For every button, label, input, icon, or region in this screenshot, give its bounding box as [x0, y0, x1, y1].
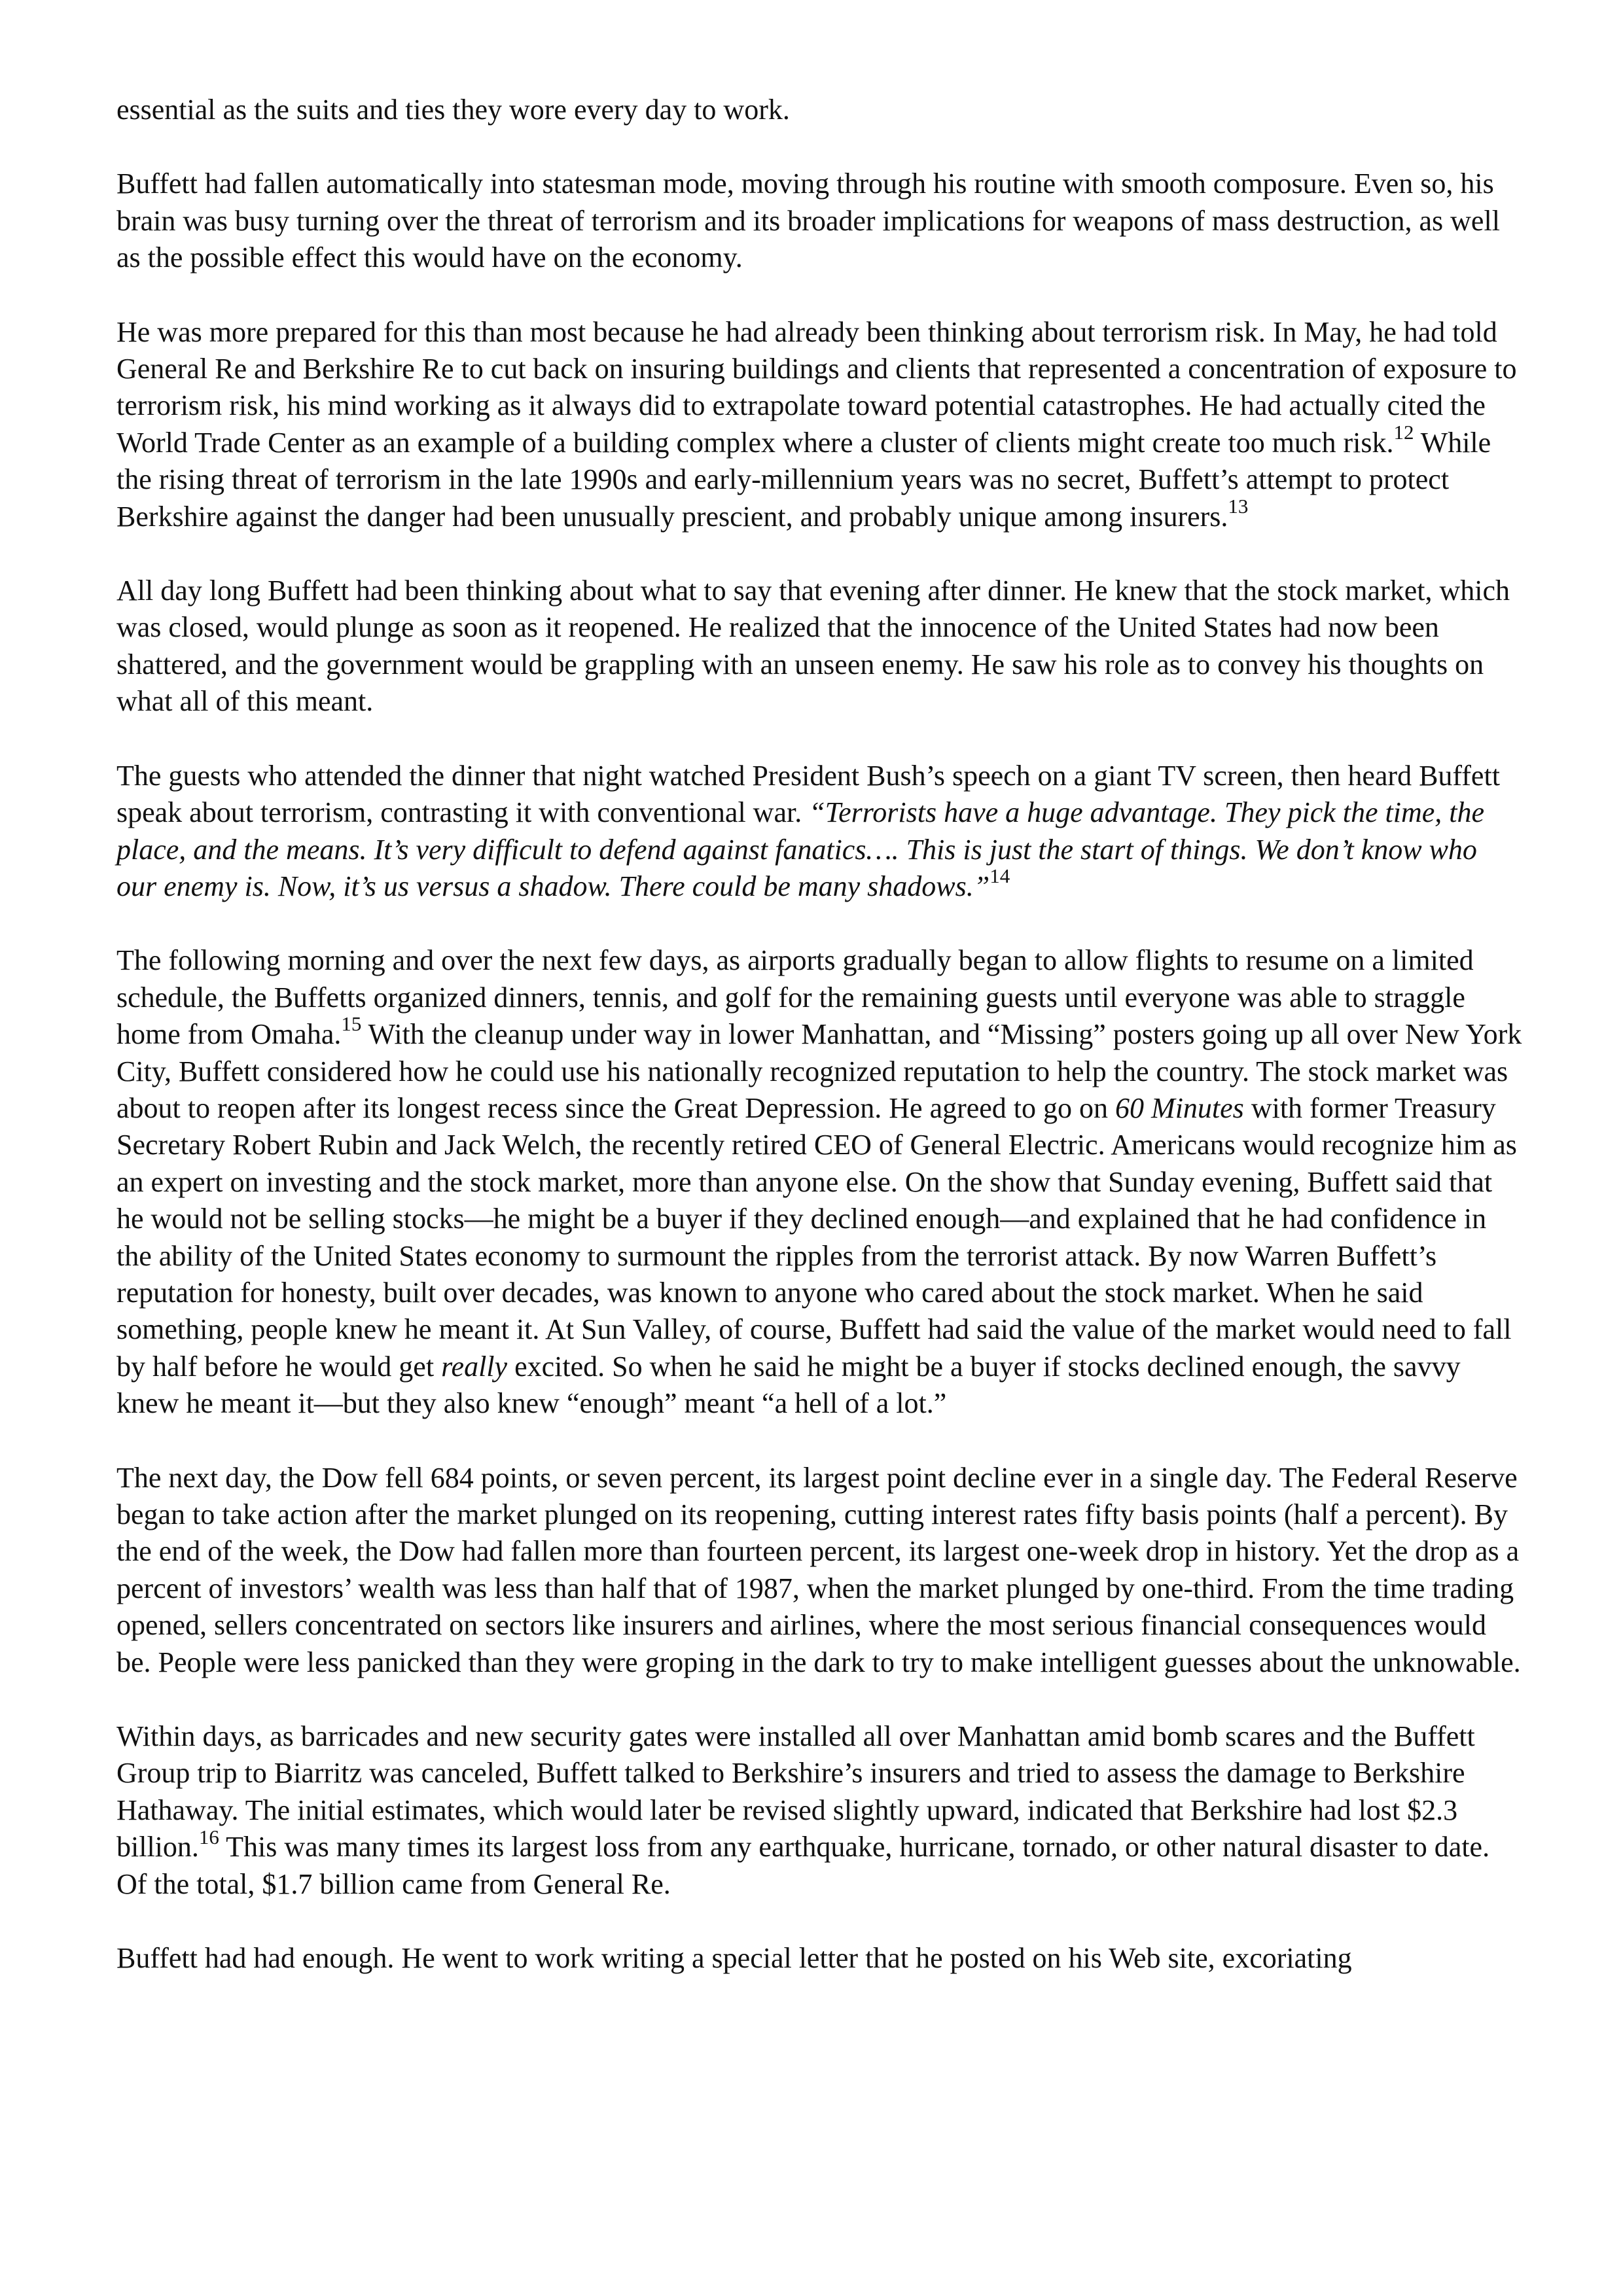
document-page — [116, 92, 1524, 1977]
paragraph-text: Buffett had fallen automatically into statesman mode, moving through his routine with smooth composure. Even so, his brain was busy turning over the threat of terrorism and its broader implications for weapons of mass destruction, as well as the possible effect this would have on the economy. — [116, 168, 1500, 274]
body-paragraph — [116, 758, 1524, 906]
paragraph-text: The guests who attended the dinner that night watched President Bush’s speech on a giant TV screen, then heard Buffett speak about terrorism, contrasting it with conventional war. — [116, 759, 1500, 829]
body-paragraph — [116, 1460, 1524, 1681]
paragraph-text: With the cleanup under way in lower Manhattan, and “Missing” posters going up all over New York City, Buffett considered how he could use his nationally recognized reputation to help the country. The stock market was about to reopen after its longest recess since the Great Depression. He agreed to go on — [116, 1018, 1522, 1124]
body-paragraph — [116, 166, 1524, 276]
paragraph-text: excited. So when he said he might be a buyer if stocks declined enough, the savvy knew he meant it—but they also knew “enough” meant “a hell of a lot.” — [116, 1350, 1461, 1420]
footnote-marker: 12 — [1393, 421, 1414, 444]
footnote-marker: 13 — [1228, 495, 1249, 518]
body-paragraph — [116, 942, 1524, 1422]
paragraph-text: The following morning and over the next few days, as airports gradually began to allow flights to resume on a limited schedule, the Buffetts organized dinners, tennis, and golf for the remaining guests until everyone was able to straggle home from Omaha. — [116, 944, 1474, 1051]
paragraph-text: While the rising threat of terrorism in the late 1990s and early-millennium years was no secret, Buffett’s attempt to protect Berkshire against the danger had been unusually prescient, and probably unique among insurers. — [116, 426, 1491, 533]
italic-emphasis: really — [441, 1350, 508, 1383]
body-paragraph — [116, 92, 1524, 128]
paragraph-text: Buffett had had enough. He went to work writing a special letter that he posted on his Web site, excoriating — [116, 1942, 1352, 1975]
paragraph-text: This was many times its largest loss from any earthquake, hurricane, tornado, or other natural disaster to date. Of the total, $1.7 billion came from General Re. — [116, 1831, 1490, 1900]
italic-quote: “Terrorists have a huge advantage. They pick the time, the place, and the means. It’s very difficult to defend against fanatics…. This is just the start of things. We don’t know who our enemy is. Now, it’s us versus a shadow. There could be many shadows.” — [116, 796, 1485, 902]
paragraph-text: essential as the suits and ties they wore every day to work. — [116, 94, 790, 126]
body-paragraph — [116, 573, 1524, 720]
paragraph-text: All day long Buffett had been thinking about what to say that evening after dinner. He knew that the stock market, which was closed, would plunge as soon as it reopened. He realized that the innocence of the United States had now been shattered, and the government would be grappling with an unseen enemy. He saw his role as to convey his thoughts on what all of this meant. — [116, 574, 1510, 718]
footnote-marker: 14 — [990, 864, 1010, 888]
paragraph-text: Within days, as barricades and new security gates were installed all over Manhattan amid bomb scares and the Buffett Group trip to Biarritz was canceled, Buffett talked to Berkshire’s insurers and tried to assess the damage to Berkshire Hathaway. The initial estimates, which would later be revised slightly upward, indicated that Berkshire had lost $2.3 billion. — [116, 1720, 1475, 1863]
body-paragraph — [116, 1940, 1524, 1977]
paragraph-text: The next day, the Dow fell 684 points, or seven percent, its largest point decline ever in a single day. The Federal Reserve began to take action after the market plunged on its reopening, cutting interest rates fifty basis points (half a percent). By the end of the week, the Dow had fallen more than fourteen percent, its largest one-week drop in history. Yet the drop as a percent of investors’ wealth was less than half that of 1987, when the market plunged by one-third. From the time trading opened, sellers concentrated on sectors like insurers and airlines, where the most serious financial consequences would be. People were less panicked than they were groping in the dark to try to make intelligent guesses about the unknowable. — [116, 1461, 1521, 1678]
paragraph-text: He was more prepared for this than most because he had already been thinking about terrorism risk. In May, he had told General Re and Berkshire Re to cut back on insuring buildings and clients that represented a concentration of exposure to terrorism risk, his mind working as it always did to extrapolate toward potential catastrophes. He had actually cited the World Trade Center as an example of a building complex where a cluster of clients might create too much risk. — [116, 315, 1517, 459]
body-paragraph — [116, 1718, 1524, 1903]
italic-title: 60 Minutes — [1115, 1091, 1244, 1124]
body-paragraph — [116, 314, 1524, 535]
footnote-marker: 16 — [198, 1825, 219, 1848]
paragraph-text: with former Treasury Secretary Robert Rubin and Jack Welch, the recently retired CEO of General Electric. Americans would recognize him as an expert on investing and the stock market, more than anyone else. On the show that Sunday evening, Buffett said that he would not be selling stocks—he might be a buyer if they declined enough—and explained that he had confidence in the ability of the United States economy to surmount the ripples from the terrorist attack. By now Warren Buffett’s reputation for honesty, built over decades, was known to anyone who cared about the stock market. When he said something, people knew he meant it. At Sun Valley, of course, Buffett had said the value of the market would need to fall by half before he would get — [116, 1091, 1517, 1383]
footnote-marker: 15 — [341, 1012, 362, 1036]
